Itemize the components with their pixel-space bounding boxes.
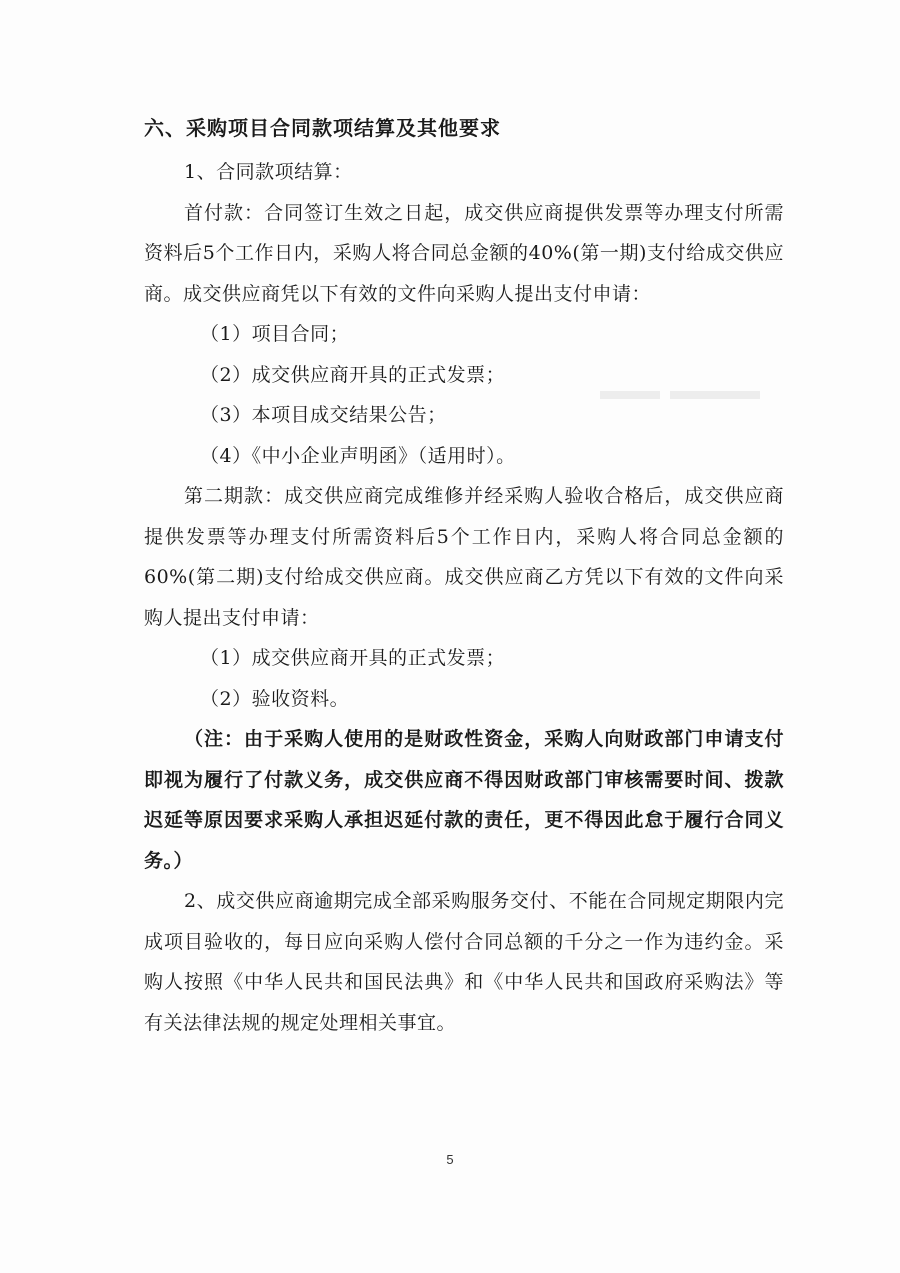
first-payment-item: （2）成交供应商开具的正式发票； bbox=[200, 363, 506, 386]
first-payment-item: （4）《中小企业声明函》（适用时）。 bbox=[200, 444, 516, 467]
section-heading: 六、采购项目合同款项结算及其他要求 bbox=[144, 116, 501, 140]
second-payment-item: （1）成交供应商开具的正式发票； bbox=[200, 647, 506, 669]
subsection-late-penalty: 2、成交供应商逾期完成全部采购服务交付、不能在合同规定期限内完成项目验收的，每日应向采购人偿付合同总额的千分之一作为违约金。采购人按照《中华人民共和国民法典》和《中华人民共和国政府采购法》等有关法律法规的规定处理相关事宜。 bbox=[144, 890, 784, 1034]
show-through-artifact bbox=[600, 385, 770, 405]
second-payment-item: （2）验收资料。 bbox=[200, 687, 350, 710]
document-body bbox=[144, 110, 784, 1043]
first-payment-item: （3）本项目成交结果公告； bbox=[200, 404, 447, 426]
first-payment-paragraph: 首付款：合同签订生效之日起，成交供应商提供发票等办理支付所需资料后5个工作日内，采购人将合同总金额的40%(第一期)支付给成交供应商。成交供应商凭以下有效的文件向采购人提出支付申请： bbox=[144, 201, 784, 305]
page-number: 5 bbox=[446, 1152, 454, 1167]
first-payment-item: （1）项目合同； bbox=[200, 323, 350, 345]
second-payment-paragraph: 第二期款：成交供应商完成维修并经采购人验收合格后，成交供应商提供发票等办理支付所需资料后5个工作日内，采购人将合同总金额的60%(第二期)支付给成交供应商。成交供应商乙方凭以下有效的文件向采购人提出支付申请： bbox=[144, 485, 784, 629]
payment-note: （注：由于采购人使用的是财政性资金，采购人向财政部门申请支付即视为履行了付款义务，成交供应商不得因财政部门审核需要时间、拨款迟延等原因要求采购人承担迟延付款的责任，更不得因此怠于履行合同义务。） bbox=[144, 728, 784, 872]
subsection-contract-payment: 1、合同款项结算： bbox=[184, 161, 353, 183]
